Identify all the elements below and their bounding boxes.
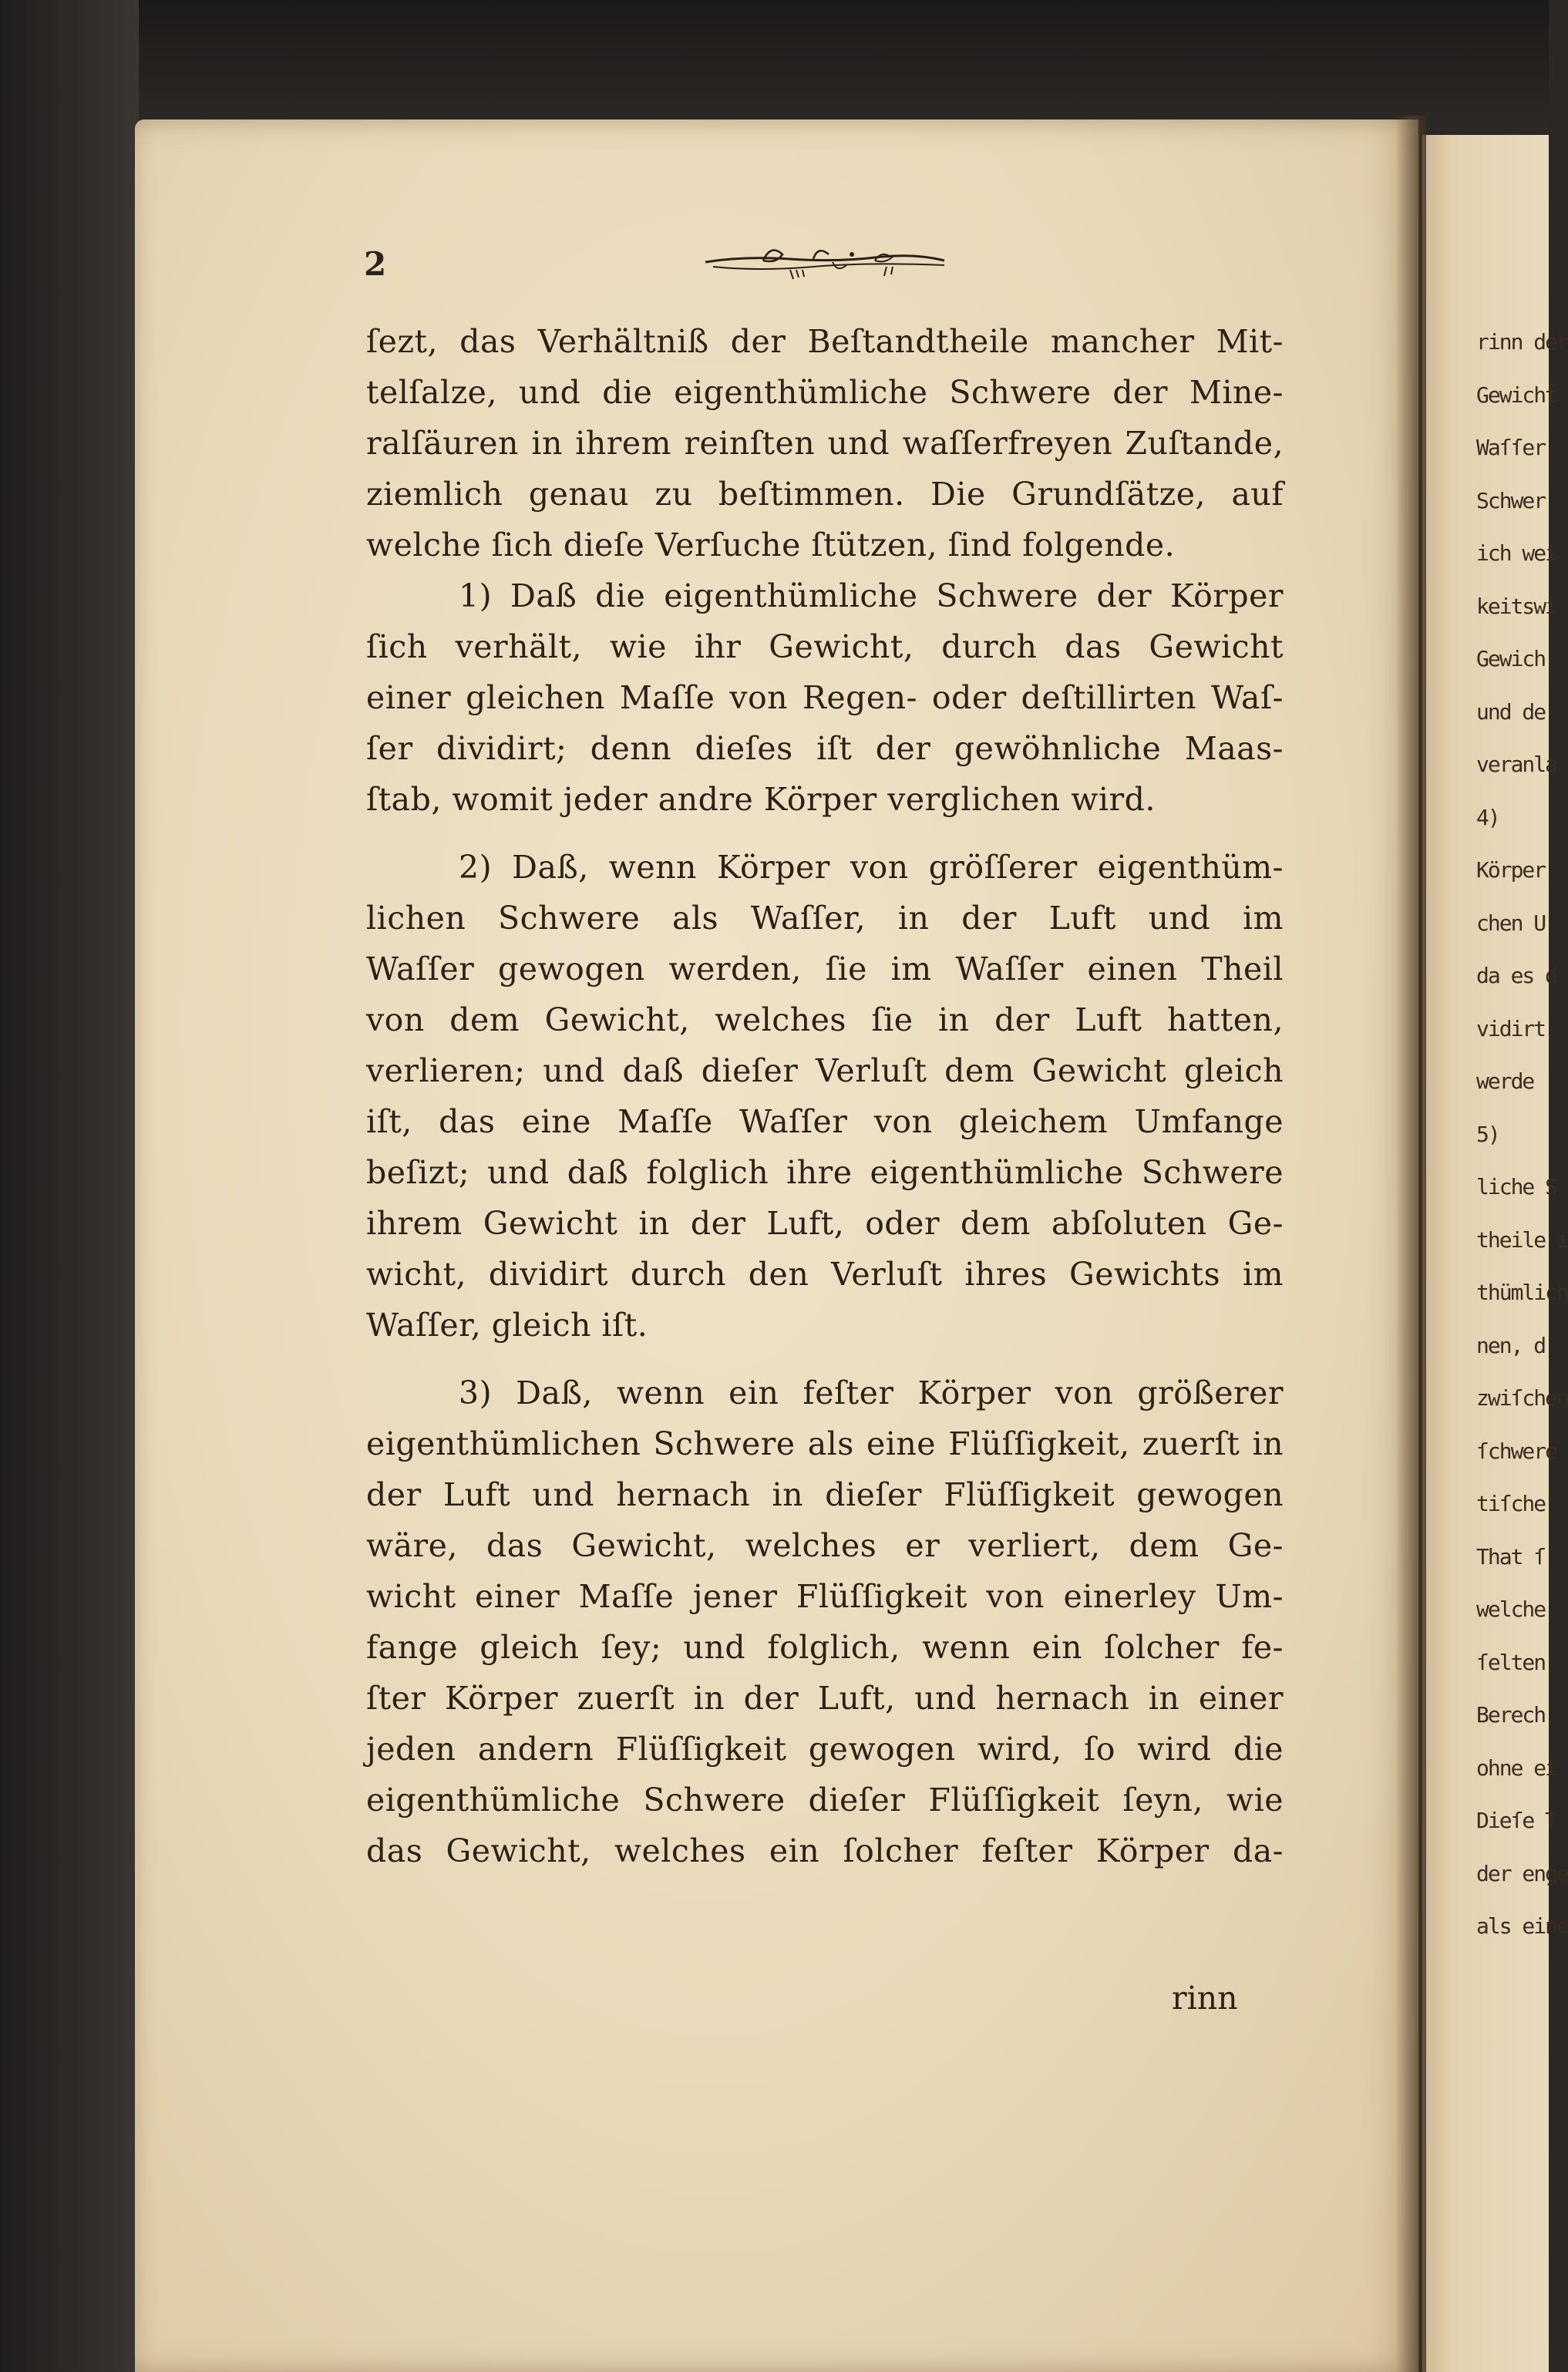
facing-text-fragment: welche: [1476, 1596, 1546, 1622]
facing-text-fragment: ohne ei: [1476, 1755, 1557, 1781]
text-line: iſt, das eine Maſſe Waſſer von gleichem Umfange: [366, 1103, 1284, 1140]
facing-text-fragment: Schwer: [1476, 487, 1546, 513]
facing-text-fragment: Gewicht: [1476, 382, 1557, 408]
text-line: eigenthümliche Schwere dieſer Flüſſigkeit ſeyn, wie: [366, 1782, 1284, 1819]
facing-text-fragment: theile i: [1476, 1226, 1568, 1253]
background-left: [0, 0, 139, 2372]
text-line: telſalze, und die eigenthümliche Schwere der Mine-: [366, 374, 1284, 411]
text-line: ihrem Gewicht in der Luft, oder dem abſoluten Ge-: [366, 1205, 1284, 1242]
facing-text-fragment: Dieſe T: [1476, 1808, 1557, 1833]
text-line: 2) Daß, wenn Körper von gröſſerer eigenthüm-: [459, 849, 1284, 886]
text-line: fange gleich ſey; und folglich, wenn ein ſolcher fe-: [366, 1629, 1284, 1666]
facing-text-fragment: keitswi: [1476, 593, 1557, 619]
facing-text-fragment: thümlich: [1476, 1280, 1568, 1305]
text-line: welche ſich dieſe Verſuche ſtützen, ſind folgende.: [366, 527, 1176, 564]
facing-text-fragment: liche S: [1476, 1174, 1557, 1199]
page-number: 2: [364, 245, 387, 283]
facing-text-fragment: That ſ: [1476, 1543, 1546, 1570]
text-line: von dem Gewicht, welches ſie in der Luft hatten,: [366, 1001, 1284, 1038]
text-line: 3) Daß, wenn ein feſter Körper von größerer: [459, 1374, 1284, 1411]
text-line: ſich verhält, wie ihr Gewicht, durch das Gewicht: [366, 628, 1284, 665]
facing-text-fragment: ſelten: [1476, 1649, 1546, 1675]
text-line: ſer dividirt; denn dieſes iſt der gewöhnliche Maas-: [366, 730, 1284, 767]
text-line: Waſſer gewogen werden, ſie im Waſſer einen Theil: [366, 950, 1284, 987]
text-line: ſter Körper zuerſt in der Luft, und hernach in einer: [366, 1680, 1284, 1717]
facing-text-fragment: Körper: [1476, 857, 1546, 883]
facing-text-fragment: werde: [1476, 1068, 1534, 1094]
catchword: rinn: [1172, 1980, 1238, 2017]
text-line: wicht einer Maſſe jener Flüſſigkeit von einerley Um-: [366, 1578, 1284, 1615]
text-line: ralſäuren in ihrem reinſten und waſſerfreyen Zuſtande,: [366, 425, 1284, 462]
text-line: Waſſer, gleich iſt.: [366, 1307, 648, 1344]
facing-text-fragment: Berech: [1476, 1702, 1546, 1728]
facing-page-text: [1476, 316, 1568, 1953]
facing-text-fragment: als eine: [1476, 1913, 1568, 1939]
text-line: der Luft und hernach in dieſer Flüſſigkeit gewogen: [366, 1476, 1284, 1513]
text-line: einer gleichen Maſſe von Regen- oder deſtillirten Waſ-: [366, 679, 1284, 716]
facing-text-fragment: rinn der: [1476, 329, 1568, 355]
facing-text-fragment: nen, d: [1476, 1332, 1546, 1358]
facing-text-fragment: ſchwere: [1476, 1438, 1557, 1464]
facing-text-fragment: und de: [1476, 698, 1546, 725]
ornament-icon: [698, 231, 952, 285]
text-line: jeden andern Flüſſigkeit gewogen wird, ſo wird die: [366, 1731, 1284, 1768]
text-line: ſezt, das Verhältniß der Beſtandtheile mancher Mit-: [366, 323, 1284, 360]
facing-text-fragment: Gewich: [1476, 646, 1546, 671]
facing-text-fragment: tiſche: [1476, 1491, 1546, 1516]
text-line: das Gewicht, welches ein ſolcher feſter Körper da-: [366, 1832, 1284, 1869]
text-line: ziemlich genau zu beſtimmen. Die Grundſätze, auf: [366, 476, 1284, 513]
facing-text-fragment: da es d: [1476, 963, 1557, 988]
book-gutter: [1395, 116, 1426, 2372]
text-line: verlieren; und daß dieſer Verluſt dem Gewicht gleich: [366, 1052, 1284, 1089]
facing-text-fragment: zwiſchen: [1476, 1385, 1568, 1411]
text-line: 1) Daß die eigenthümliche Schwere der Körper: [459, 577, 1284, 614]
facing-text-fragment: Waſſer: [1476, 435, 1546, 460]
facing-text-fragment: ich wei: [1476, 540, 1557, 566]
facing-text-fragment: 4): [1476, 804, 1499, 830]
facing-text-fragment: vidirt: [1476, 1015, 1546, 1041]
text-line: ſtab, womit jeder andre Körper verglichen wird.: [366, 781, 1156, 818]
background-top: [0, 0, 1549, 131]
facing-text-fragment: chen U: [1476, 910, 1546, 936]
text-line: wäre, das Gewicht, welches er verliert, dem Ge-: [366, 1527, 1284, 1564]
facing-text-fragment: veranla: [1476, 752, 1557, 777]
facing-text-fragment: 5): [1476, 1121, 1499, 1147]
body-text: [366, 316, 1284, 1876]
text-line: lichen Schwere als Waſſer, in der Luft und im: [366, 900, 1284, 937]
text-line: eigenthümlichen Schwere als eine Flüſſigkeit, zuerſt in: [366, 1425, 1284, 1462]
text-line: beſizt; und daß folglich ihre eigenthümliche Schwere: [366, 1154, 1284, 1191]
text-line: wicht, dividirt durch den Verluſt ihres Gewichts im: [366, 1256, 1284, 1293]
facing-text-fragment: der enge: [1476, 1860, 1568, 1886]
